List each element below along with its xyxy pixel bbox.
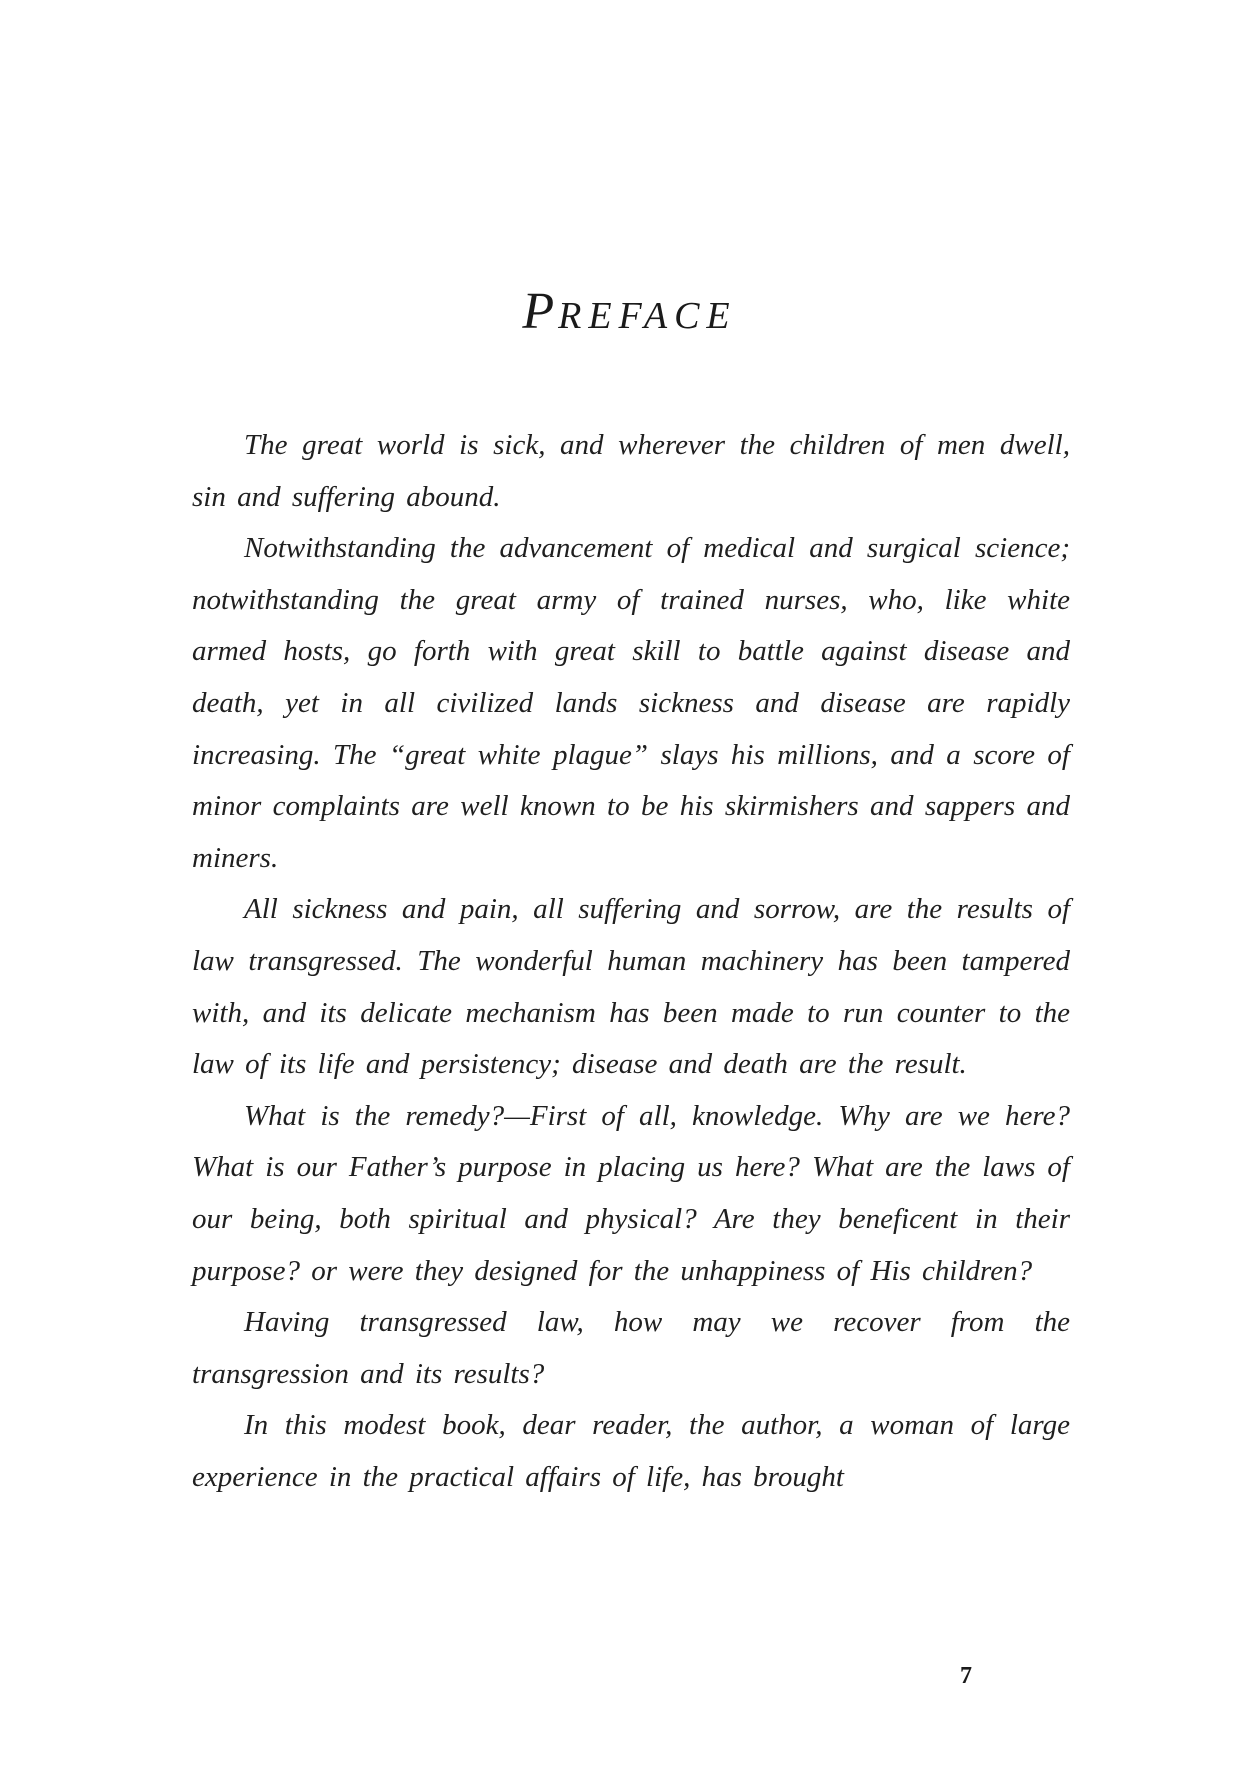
paragraph-2: Notwithstanding the advancement of medical and surgical science; notwithstanding the great army of trained nurses, who, like white armed hosts, go forth with great skill to battle against disease and death, yet in all civilized lands sickness and disease are rapidly increasing. The “great white plague” slays his millions, and a score of minor complaints are well known to be his skirmishers and sappers and miners. <box>192 532 1070 874</box>
page-number: 7 <box>960 1663 972 1689</box>
page-title <box>0 282 1259 341</box>
paragraph-4: What is the remedy?—First of all, knowledge. Why are we here? What is our Father’s purpose in placing us here? What are the laws of our being, both spiritual and physical? Are they beneficent in their purpose? or were they designed for the unhappiness of His children? <box>192 1099 1070 1287</box>
preface-body <box>192 420 1070 1503</box>
paragraph-6: In this modest book, dear reader, the author, a woman of large experience in the practical affairs of life, has brought <box>192 1409 1070 1493</box>
paragraph-1: The great world is sick, and wherever the children of men dwell, sin and suffering abound. <box>192 429 1070 513</box>
paragraph-3: All sickness and pain, all suffering and sorrow, are the results of law transgressed. The wonderful human machinery has been tampered with, and its delicate mechanism has been made to run counter to the law of its life and persistency; disease and death are the result. <box>192 893 1070 1081</box>
title-initial: P <box>522 283 559 340</box>
title-rest: REFACE <box>558 295 737 337</box>
paragraph-5: Having transgressed law, how may we recover from the transgression and its results? <box>192 1306 1070 1390</box>
